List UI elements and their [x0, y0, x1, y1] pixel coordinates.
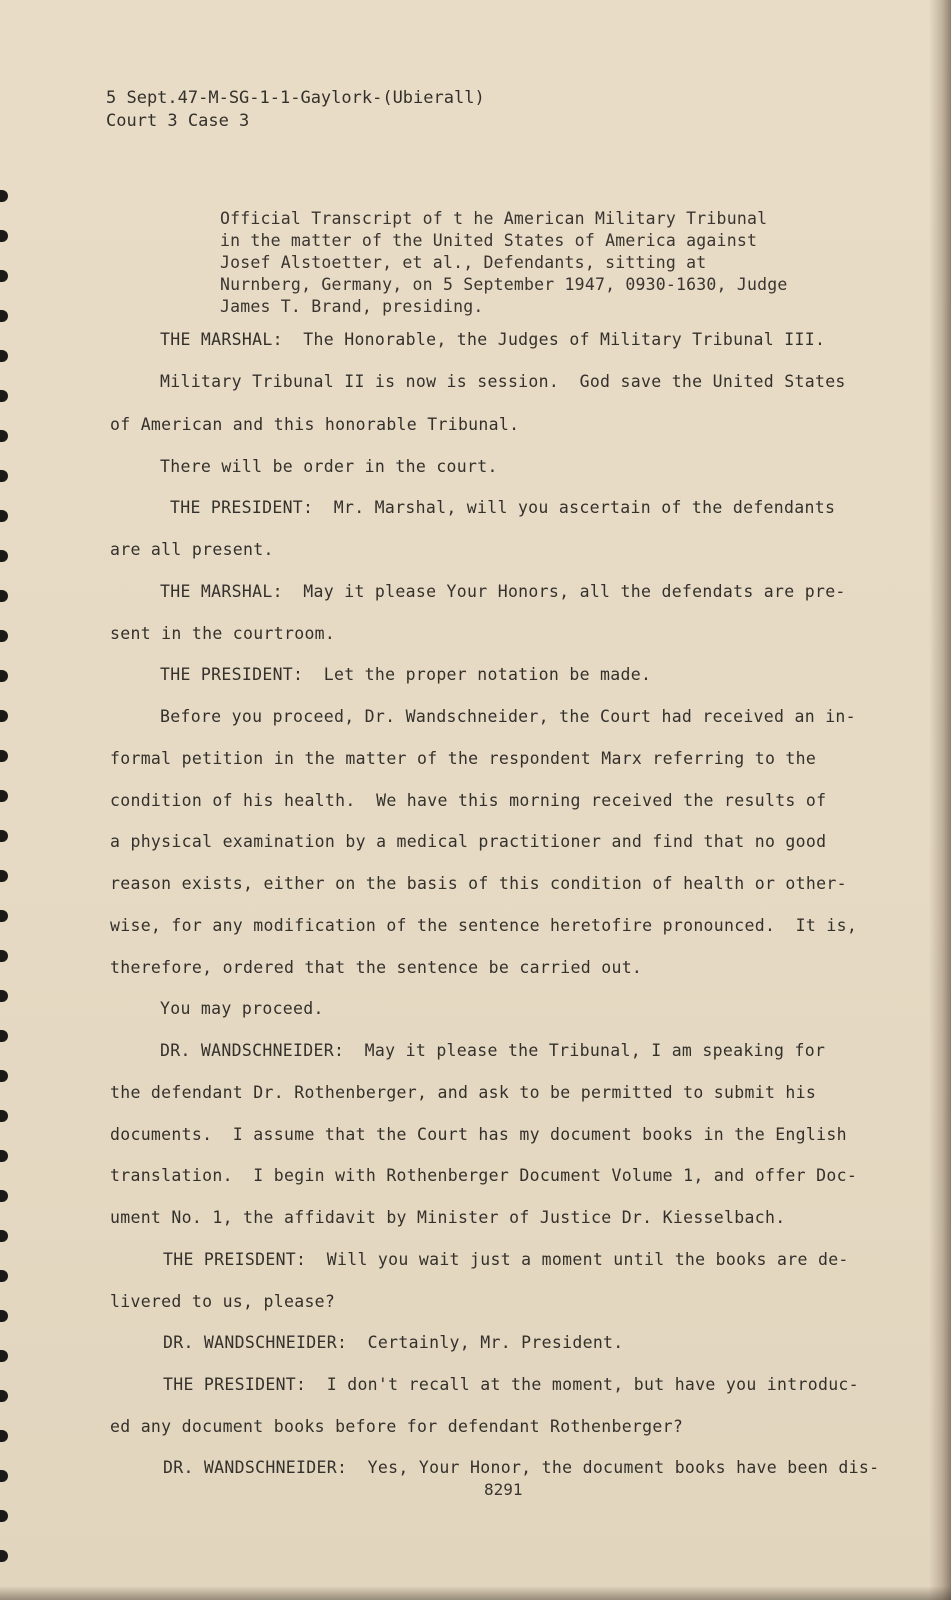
transcript-line: of American and this honorable Tribunal. — [110, 415, 520, 434]
transcript-line: You may proceed. — [160, 999, 324, 1018]
intro-line: in the matter of the United States of America against — [220, 231, 758, 250]
transcript-line: a physical examination by a medical practitioner and find that no good — [110, 832, 827, 851]
intro-line: Official Transcript of t he American Military Tribunal — [220, 209, 768, 228]
transcript-line: THE MARSHAL: May it please Your Honors, all the defendats are pre- — [160, 582, 846, 601]
binding-holes — [0, 0, 12, 1600]
transcript-line: THE MARSHAL: The Honorable, the Judges of Military Tribunal III. — [160, 330, 826, 349]
transcript-line: Military Tribunal II is now is session. God save the United States — [160, 372, 846, 391]
intro-line: Nurnberg, Germany, on 5 September 1947, 0930-1630, Judge — [220, 275, 788, 294]
intro-line: Josef Alstoetter, et al., Defendants, sitting at — [220, 253, 707, 272]
transcript-line: condition of his health. We have this morning received the results of — [110, 791, 827, 810]
transcript-line: are all present. — [110, 540, 274, 559]
document-header — [106, 87, 485, 133]
transcript-line: THE PRESIDENT: Mr. Marshal, will you ascertain of the defendants — [170, 498, 836, 517]
transcript-line: THE PRESIDENT: I don't recall at the moment, but have you introduc- — [163, 1375, 859, 1394]
transcript-line: THE PRESIDENT: Let the proper notation be made. — [160, 665, 652, 684]
transcript-line: therefore, ordered that the sentence be carried out. — [110, 958, 643, 977]
transcript-line: formal petition in the matter of the respondent Marx referring to the — [110, 749, 817, 768]
transcript-line: translation. I begin with Rothenberger Document Volume 1, and offer Doc- — [110, 1166, 858, 1185]
transcript-line: Before you proceed, Dr. Wandschneider, the Court had received an in- — [160, 707, 856, 726]
transcript-line: ed any document books before for defendant Rothenberger? — [110, 1417, 684, 1436]
transcript-line: DR. WANDSCHNEIDER: Certainly, Mr. President. — [163, 1333, 624, 1352]
transcript-line: DR. WANDSCHNEIDER: May it please the Tribunal, I am speaking for — [160, 1041, 826, 1060]
page-number: 8291 — [484, 1480, 523, 1499]
transcript-intro — [220, 208, 788, 318]
transcript-line: DR. WANDSCHNEIDER: Yes, Your Honor, the document books have been dis- — [163, 1458, 880, 1477]
intro-line: James T. Brand, presiding. — [220, 297, 484, 316]
header-reference: 5 Sept.47-M-SG-1-1-Gaylork-(Ubierall) — [106, 88, 485, 108]
transcript-line: There will be order in the court. — [160, 457, 498, 476]
transcript-line: sent in the courtroom. — [110, 624, 336, 643]
header-court-case: Court 3 Case 3 — [106, 111, 250, 131]
transcript-line: THE PREISDENT: Will you wait just a moment until the books are de- — [163, 1250, 849, 1269]
transcript-line: the defendant Dr. Rothenberger, and ask to be permitted to submit his — [110, 1083, 817, 1102]
transcript-line: reason exists, either on the basis of this condition of health or other- — [110, 874, 847, 893]
paper-bottom-shadow — [0, 1586, 951, 1600]
transcript-line: livered to us, please? — [110, 1292, 336, 1311]
paper-edge-shadow — [929, 0, 951, 1600]
transcript-line: wise, for any modification of the sentence heretofire pronounced. It is, — [110, 916, 858, 935]
transcript-line: ument No. 1, the affidavit by Minister of Justice Dr. Kiesselbach. — [110, 1208, 786, 1227]
transcript-line: documents. I assume that the Court has my document books in the English — [110, 1125, 847, 1144]
